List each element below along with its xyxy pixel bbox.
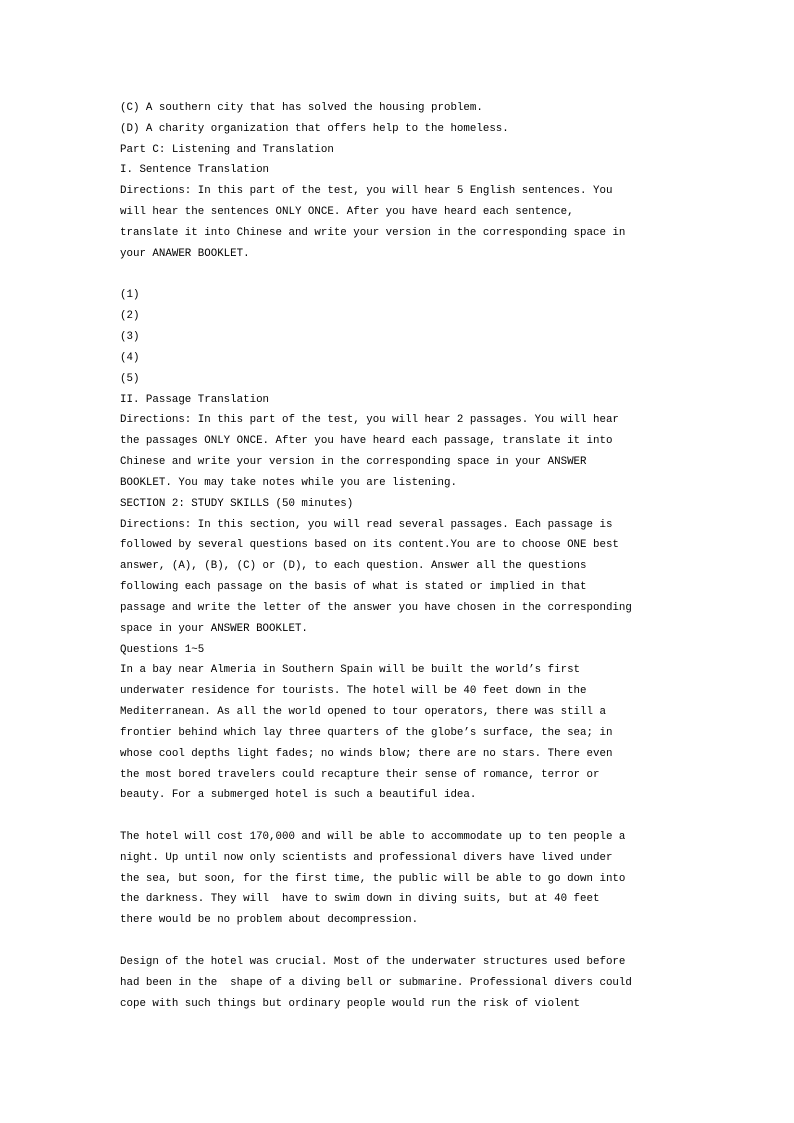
questions-label: Questions 1~5	[120, 643, 205, 656]
passage-line: there would be no problem about decompression.	[120, 914, 419, 927]
sentence-item: (3)	[120, 331, 140, 344]
passage-line: frontier behind which lay three quarters of the globe’s surface, the sea; in	[120, 726, 613, 739]
directions-line: Directions: In this part of the test, you will hear 5 English sentences. You	[120, 185, 613, 198]
sentence-items	[120, 285, 720, 389]
passage-line: had been in the shape of a diving bell or submarine. Professional divers could	[120, 976, 632, 989]
passage-line: Mediterranean. As all the world opened to tour operators, there was still a	[120, 706, 606, 719]
section-2-heading: SECTION 2: STUDY SKILLS (50 minutes)	[120, 497, 354, 510]
directions-line: translate it into Chinese and write your version in the corresponding space in	[120, 226, 626, 239]
reading-passage	[120, 660, 720, 1014]
directions-line: passage and write the letter of the answer you have chosen in the corresponding	[120, 601, 632, 614]
passage-line: Design of the hotel was crucial. Most of the underwater structures used before	[120, 955, 626, 968]
blank-line	[120, 931, 720, 952]
sentence-item: (5)	[120, 372, 140, 385]
directions-line: the passages ONLY ONCE. After you have heard each passage, translate it into	[120, 435, 613, 448]
passage-line: cope with such things but ordinary people would run the risk of violent	[120, 997, 581, 1010]
blank-line	[120, 806, 720, 827]
option-c: (C) A southern city that has solved the housing problem.	[120, 102, 483, 114]
option-d: (D) A charity organization that offers help to the homeless.	[120, 122, 509, 135]
passage-line: In a bay near Almeria in Southern Spain will be built the world’s first	[120, 664, 581, 677]
sentence-translation-directions	[120, 181, 720, 264]
passage-translation-heading: II. Passage Translation	[120, 393, 270, 406]
sentence-item: (1)	[120, 289, 140, 302]
sentence-translation-heading: I. Sentence Translation	[120, 164, 270, 177]
passage-line: The hotel will cost 170,000 and will be able to accommodate up to ten people a	[120, 830, 626, 843]
passage-paragraph-1	[120, 660, 720, 806]
passage-line: underwater residence for tourists. The hotel will be 40 feet down in the	[120, 685, 587, 698]
sentence-translation-section	[120, 160, 720, 389]
previous-question-options	[120, 98, 720, 140]
directions-line: space in your ANSWER BOOKLET.	[120, 622, 308, 635]
directions-line: Chinese and write your version in the corresponding space in your ANSWER	[120, 456, 587, 469]
passage-paragraph-3	[120, 952, 720, 1014]
sentence-item: (4)	[120, 351, 140, 364]
passage-line: whose cool depths light fades; no winds blow; there are no stars. There even	[120, 747, 613, 760]
directions-line: following each passage on the basis of what is stated or implied in that	[120, 581, 587, 594]
directions-line: will hear the sentences ONLY ONCE. After you have heard each sentence,	[120, 206, 574, 219]
passage-line: beauty. For a submerged hotel is such a beautiful idea.	[120, 789, 477, 802]
blank-line	[120, 265, 720, 286]
passage-line: the sea, but soon, for the first time, the public will be able to go down into	[120, 872, 626, 885]
part-c-heading: Part C: Listening and Translation	[120, 143, 334, 156]
directions-line: followed by several questions based on its content.You are to choose ONE best	[120, 539, 619, 552]
passage-line: night. Up until now only scientists and professional divers have lived under	[120, 851, 613, 864]
passage-line: the most bored travelers could recapture their sense of romance, terror or	[120, 768, 600, 781]
directions-line: Directions: In this section, you will read several passages. Each passage is	[120, 518, 613, 531]
directions-line: answer, (A), (B), (C) or (D), to each question. Answer all the questions	[120, 560, 587, 573]
section-2-directions	[120, 515, 720, 640]
passage-paragraph-2	[120, 827, 720, 931]
passage-line: the darkness. They will have to swim down in diving suits, but at 40 feet	[120, 893, 600, 906]
directions-line: BOOKLET. You may take notes while you are listening.	[120, 476, 457, 489]
document-page	[120, 98, 720, 1014]
passage-translation-directions	[120, 410, 720, 493]
passage-translation-section	[120, 390, 720, 494]
directions-line: Directions: In this part of the test, you will hear 2 passages. You will hear	[120, 414, 619, 427]
section-2	[120, 494, 720, 1015]
sentence-item: (2)	[120, 310, 140, 323]
directions-line: your ANAWER BOOKLET.	[120, 247, 250, 260]
